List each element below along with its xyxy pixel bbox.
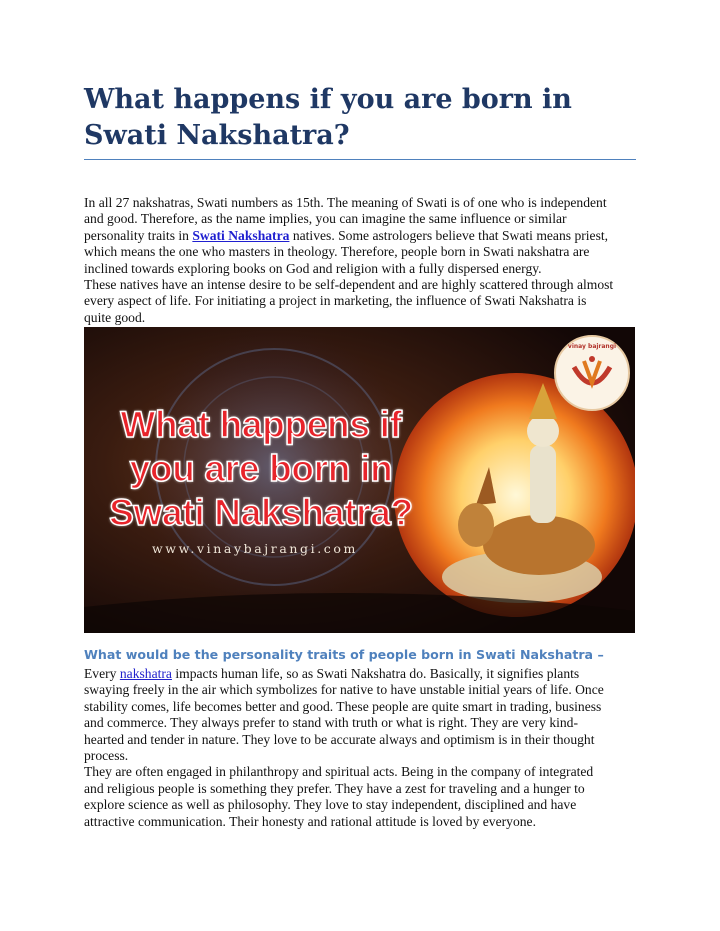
logo-emblem-icon xyxy=(556,337,628,409)
traits-line: and commerce. They always prefer to stand with truth or what is right. They are very kind- xyxy=(84,715,579,731)
traits-line: explore science as well as philosophy. They love to stay independent, disciplined and have xyxy=(84,797,577,813)
page-title: What happens if you are born in Swati Nakshatra? xyxy=(84,84,572,151)
deer-body xyxy=(483,515,595,575)
traits-line: process. xyxy=(84,748,129,764)
deity-face xyxy=(527,415,559,447)
traits-text: Every xyxy=(84,666,120,681)
traits-line xyxy=(84,666,640,682)
vinay-bajrangi-logo xyxy=(554,335,630,411)
traits-line: hearted and tender in nature. They love to be accurate always and optimism is in their thought xyxy=(84,731,595,747)
banner-heading xyxy=(106,403,416,535)
intro-text: natives. Some astrologers believe that Swati means priest, xyxy=(289,227,609,243)
intro-line xyxy=(84,228,640,244)
banner-heading-line: you are born in xyxy=(129,448,393,489)
logo-text: vinay bajrangi xyxy=(567,343,617,350)
intro-line: every aspect of life. For initiating a project in marketing, the influence of Swati Nakshatra is xyxy=(84,293,587,309)
banner-website-url: www.vinaybajrangi.com xyxy=(152,541,358,556)
traits-line: They are often engaged in philanthropy and spiritual acts. Being in the company of integrated xyxy=(84,764,594,780)
banner-heading-line: What happens if xyxy=(120,404,402,445)
intro-line: quite good. xyxy=(84,309,146,325)
intro-line: These natives have an intense desire to be self-dependent and are highly scattered through almost xyxy=(84,277,614,293)
traits-line: and religious people is something they prefer. They have a zest for traveling and a hunger to xyxy=(84,780,585,796)
intro-line: and good. Therefore, as the name implies, you can imagine the same influence or similar xyxy=(84,211,567,227)
section-heading: What would be the personality traits of people born in Swati Nakshatra – xyxy=(84,647,604,662)
traits-paragraph xyxy=(84,666,640,830)
deer-head xyxy=(458,503,494,547)
traits-text: impacts human life, so as Swati Nakshatra do. Basically, it signifies plants xyxy=(171,666,580,681)
title-underline xyxy=(84,159,636,160)
intro-line: In all 27 nakshatras, Swati numbers as 15th. The meaning of Swati is of one who is independent xyxy=(84,195,607,210)
deity-figure xyxy=(530,445,556,523)
article-banner-image xyxy=(84,327,635,633)
intro-paragraph xyxy=(84,195,640,326)
traits-line: attractive communication. Their honesty and rational attitude is loved by everyone. xyxy=(84,813,536,829)
traits-line: swaying freely in the air which symbolizes for native to have unstable initial years of life. Once xyxy=(84,682,604,698)
banner-heading-line: Swati Nakshatra? xyxy=(109,492,413,533)
intro-line: inclined towards exploring books on God and religion with a fully dispersed energy. xyxy=(84,260,542,276)
intro-text: personality traits in xyxy=(84,227,193,243)
nakshatra-link[interactable]: nakshatra xyxy=(119,666,172,681)
swati-nakshatra-link[interactable]: Swati Nakshatra xyxy=(192,227,290,243)
traits-line: stability comes, life becomes better and good. These people are quite smart in trading, business xyxy=(84,698,602,714)
intro-line: which means the one who masters in theology. Therefore, people born in Swati nakshatra are xyxy=(84,244,590,260)
